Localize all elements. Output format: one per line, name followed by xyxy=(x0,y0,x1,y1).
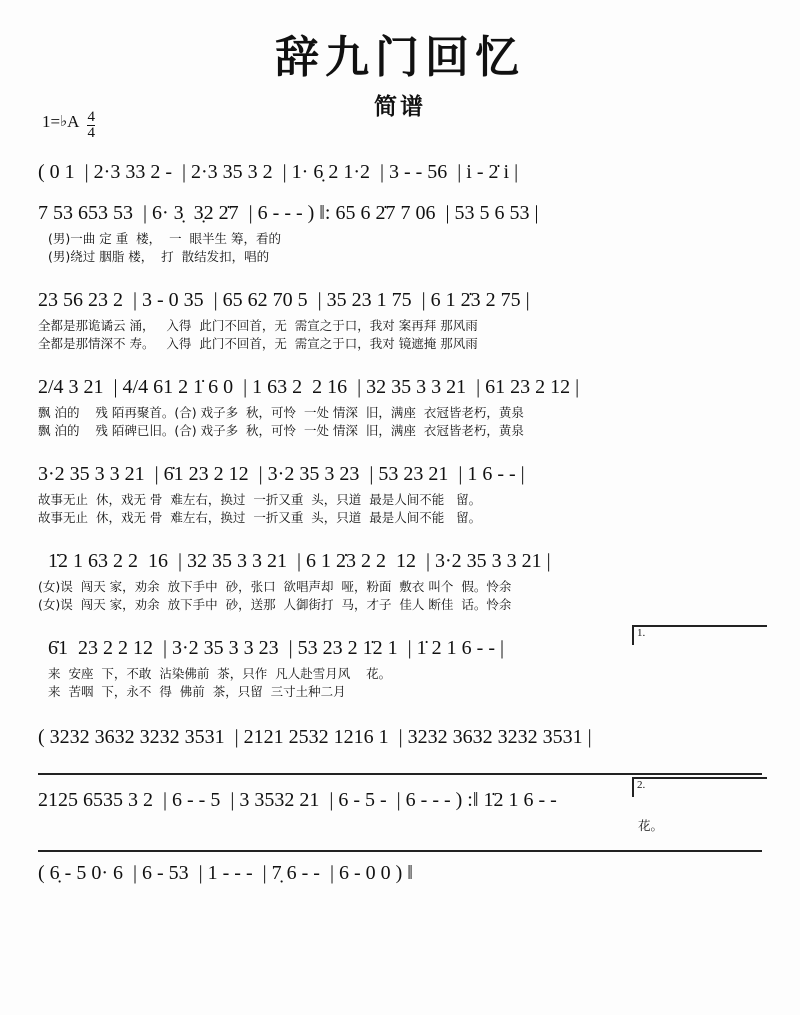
music-system xyxy=(38,289,762,352)
music-system xyxy=(38,161,762,184)
note-line: ( 0 1 | 2·3 33 2 - | 2·3 35 3 2 | 1· 6̣ 2 1·2 | 3 - - 56 | i - 2̇ i | xyxy=(38,161,519,184)
music-system xyxy=(38,627,762,700)
page-subtitle: 简谱 xyxy=(374,94,426,121)
lyric-text: 误 闯天 家，劝余 放下手中 砂，送那 人御街打 马，才子 佳人 断佳 话。怜余 xyxy=(60,597,512,613)
lyric-line xyxy=(38,664,762,682)
music-system xyxy=(38,376,762,439)
system-divider-line xyxy=(38,773,762,775)
lyric-line xyxy=(38,421,762,439)
lyric-line xyxy=(38,595,762,613)
lyric-line xyxy=(38,816,762,834)
lyric-text: 故事无止 休，戏无 骨 难左右，换过 一折又重 头，只道 最是人间不能 留。 xyxy=(38,492,482,508)
lyric-line xyxy=(38,247,762,265)
lyric-text: 误 闯天 家，劝余 放下手中 砂，张口 欲唱声却 哑，粉面 敷衣 叫个 假。怜余 xyxy=(60,579,512,595)
second-ending-bracket xyxy=(632,777,767,797)
ending-number: 1. xyxy=(637,627,646,640)
lyric-text: 全都是那诡谲云 涌， 入得 此门不回首，无 需宣之于口，我对 案再拜 那风雨 xyxy=(38,318,478,334)
lyric-line xyxy=(38,229,762,247)
time-signature-denominator: 4 xyxy=(87,125,95,141)
lyric-line xyxy=(38,316,762,334)
music-system xyxy=(38,773,762,834)
lyric-text: 花。 xyxy=(638,818,664,834)
note-line: 3·2 35 3 3 21 | 6̇1 23 2 12 | 3·2 35 3 23 | 53 23 21 | 1 6 - - | xyxy=(38,463,525,486)
flat-icon: ♭ xyxy=(60,114,68,130)
first-ending-bracket xyxy=(632,625,767,645)
note-line: 23 56 23 2 | 3 - 0 35 | 65 62 70 5 | 35 23 1 75 | 6 1 2̇3 2 75 | xyxy=(38,289,530,312)
note-line: 2125 6535 3 2 | 6 - - 5 | 3 3532 21 | 6 - 5 - | 6 - - - ) :‖ 1̇2 1 6 - - xyxy=(38,789,557,812)
lyric-text: 来 安座 下，不敢 沾染佛前 茶，只作 凡人赴雪月风 花。 xyxy=(48,666,392,682)
lyric-text: 绕过 胭脂 楼， 打 散结发扣，唱的 xyxy=(70,249,270,265)
lyric-voice-tag: (男) xyxy=(48,231,71,247)
lyric-voice-tag: (男) xyxy=(48,249,71,265)
music-system xyxy=(38,550,762,613)
key-prefix: 1= xyxy=(42,112,61,131)
key-letter: A xyxy=(67,112,80,131)
system-divider-line xyxy=(38,850,762,852)
music-system xyxy=(38,850,762,885)
note-line: 7 53 653 53 | 6· 3̣ 3̣2 2̇7 | 6 - - - ) ‖: 65 6 2̇7 7 06 | 53 5 6 53 | xyxy=(38,202,539,225)
lyric-line xyxy=(38,508,762,526)
time-signature-numerator: 4 xyxy=(87,109,95,125)
lyric-text: 来 苦咽 下，永不 得 佛前 茶，只留 三寸土种二月 xyxy=(48,684,346,700)
lyric-line xyxy=(38,334,762,352)
page-title: 辞九门回忆 xyxy=(275,32,525,83)
lyric-line xyxy=(38,682,762,700)
note-line: ( 3232 3632 3232 3531 | 2121 2532 1216 1 | 3232 3632 3232 3531 | xyxy=(38,726,592,749)
ending-number: 2. xyxy=(637,779,646,792)
lyric-text: 一曲 定 重 楼， 一 眼半生 筹，看的 xyxy=(70,231,282,247)
note-line: ( 6̣ - 5 0· 6 | 6 - 53 | 1 - - - | 7̣ 6 - - | 6 - 0 0 ) ‖ xyxy=(38,862,413,885)
music-system xyxy=(38,463,762,526)
key-signature xyxy=(42,109,95,143)
music-system xyxy=(38,726,762,749)
note-line: 2/4 3 21 | 4/4 61 2 1̇ 6 0 | 1 63 2 2 16 | 32 35 3 3 21 | 61 23 2 12 | xyxy=(38,376,580,399)
lyric-text: 故事无止 休，戏无 骨 难左右，换过 一折又重 头，只道 最是人间不能 留。 xyxy=(38,510,482,526)
note-line: 1̇2 1 63 2 2 16 | 32 35 3 3 21 | 6 1 2̇3 2 2 12 | 3·2 35 3 3 21 | xyxy=(48,550,551,573)
note-line: 6̇1 23 2 2 12 | 3·2 35 3 3 23 | 53 23 2 1̇2 1 | 1̇ 2 1 6 - - | xyxy=(48,637,504,660)
lyric-line xyxy=(38,577,762,595)
music-system xyxy=(38,202,762,265)
lyric-line xyxy=(38,403,762,421)
lyric-text: 飘 泊的 残 陌碑已旧。(合) 戏子多 秋，可怜 一处 情深 旧，满座 衣冠皆老朽，黄泉 xyxy=(38,423,524,439)
time-signature xyxy=(87,110,95,141)
lyric-voice-tag: (女) xyxy=(38,579,61,595)
lyric-text: 全都是那情深不 寿。 入得 此门不回首，无 需宣之于口，我对 镜遮掩 那风雨 xyxy=(38,336,478,352)
lyric-text: 飘 泊的 残 陌再聚首。(合) 戏子多 秋，可怜 一处 情深 旧，满座 衣冠皆老朽，黄泉 xyxy=(38,405,524,421)
lyric-line xyxy=(38,490,762,508)
lyric-voice-tag: (女) xyxy=(38,597,61,613)
